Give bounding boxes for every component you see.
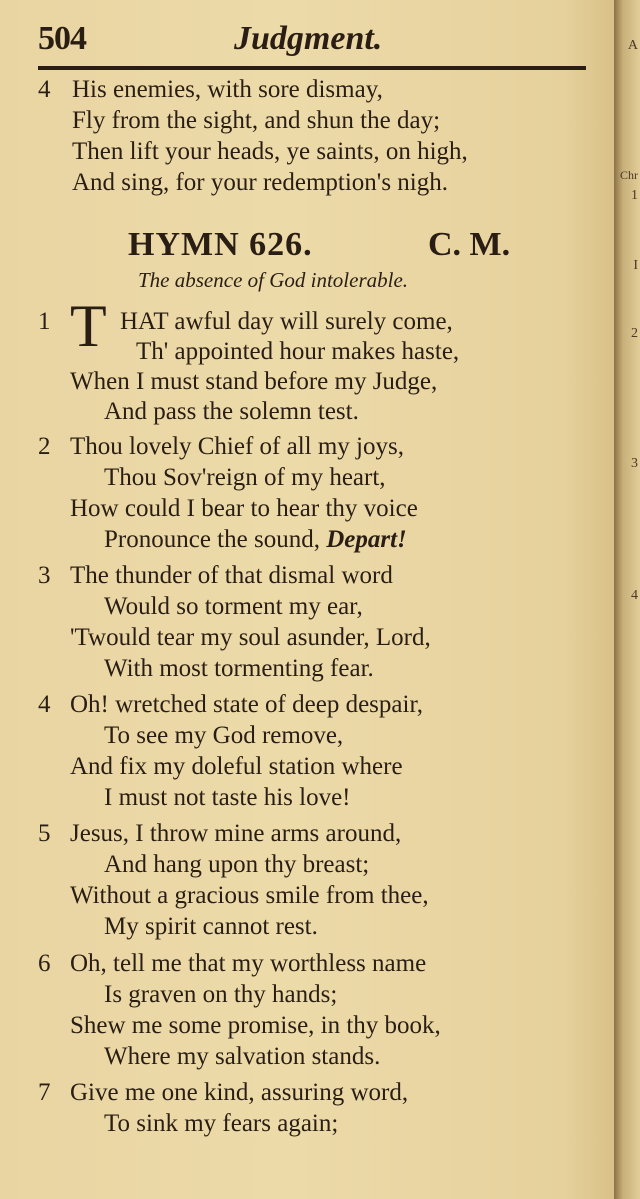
verse-line (104, 524, 407, 555)
hymn-subtitle: The absence of God intolerable. (138, 268, 409, 292)
verse-line: Would so torment my ear, (104, 593, 363, 620)
verse-line: And pass the solemn test. (104, 398, 359, 425)
verse-line: My spirit cannot rest. (104, 913, 318, 940)
verse-line: Then lift your heads, ye saints, on high, (72, 138, 468, 165)
verse-line: Fly from the sight, and shun the day; (72, 107, 441, 134)
verse-line: Give me one kind, assuring word, (70, 1079, 409, 1106)
verse-line: And fix my doleful station where (70, 753, 403, 780)
verse-line: Shew me some promise, in thy book, (70, 1012, 441, 1039)
verse-line: Jesus, I throw mine arms around, (70, 820, 402, 847)
facing-page-fragment: 3 (631, 456, 638, 471)
verse-line: With most tormenting fear. (104, 655, 374, 682)
emphasis-depart: Depart! (326, 526, 407, 553)
verse-line: His enemies, with sore dismay, (72, 76, 383, 103)
hymn-title: HYMN 626. (128, 226, 313, 263)
verse-line: HAT awful day will surely come, (120, 308, 453, 335)
verse-line: Thou lovely Chief of all my joys, (70, 433, 404, 460)
page-number: 504 (38, 20, 86, 57)
verse-line: 'Twould tear my soul asunder, Lord, (70, 624, 431, 651)
verse-number: 5 (38, 820, 51, 847)
verse-line: And hang upon thy breast; (104, 851, 370, 878)
facing-page-edge (614, 0, 640, 1199)
facing-page-fragment: A (627, 38, 638, 53)
verse-line: Th' appointed hour makes haste, (136, 338, 460, 365)
facing-page-fragment: Chr (620, 168, 638, 182)
hymn-meter: C. M. (428, 226, 511, 263)
verse-number: 2 (38, 433, 51, 460)
verse-number: 4 (38, 691, 51, 718)
verse-line: To see my God remove, (104, 722, 344, 749)
verse-number: 6 (38, 950, 51, 977)
verse-line: Without a gracious smile from thee, (70, 882, 429, 909)
verse-line: Thou Sov'reign of my heart, (104, 464, 386, 491)
verse-line: I must not taste his love! (104, 784, 351, 811)
verse-line-text: Pronounce the sound, (104, 526, 320, 553)
verse-number: 7 (38, 1079, 51, 1106)
verse-number: 3 (38, 562, 51, 589)
facing-page-fragment: I (633, 258, 638, 273)
verse-line: And sing, for your redemption's nigh. (72, 169, 448, 196)
verse-number: 4 (38, 76, 51, 103)
verse-line: To sink my fears again; (104, 1110, 339, 1137)
verse-line: Where my salvation stands. (104, 1043, 381, 1070)
header-rule (38, 66, 586, 70)
verse-line: When I must stand before my Judge, (70, 368, 438, 395)
verse-line: Oh! wretched state of deep despair, (70, 691, 424, 718)
verse-number: 1 (38, 308, 51, 335)
verse-line: How could I bear to hear thy voice (70, 495, 418, 522)
verse-line: The thunder of that dismal word (70, 562, 393, 589)
verse-line: Oh, tell me that my worthless name (70, 950, 427, 977)
running-title: Judgment. (234, 20, 383, 57)
facing-page-fragment: 1 (631, 188, 638, 203)
facing-page-fragment: 2 (631, 326, 638, 341)
verse-line: Is graven on thy hands; (104, 981, 338, 1008)
facing-page-fragment: 4 (631, 588, 638, 603)
page-header (38, 20, 586, 60)
drop-cap: T (70, 293, 107, 359)
